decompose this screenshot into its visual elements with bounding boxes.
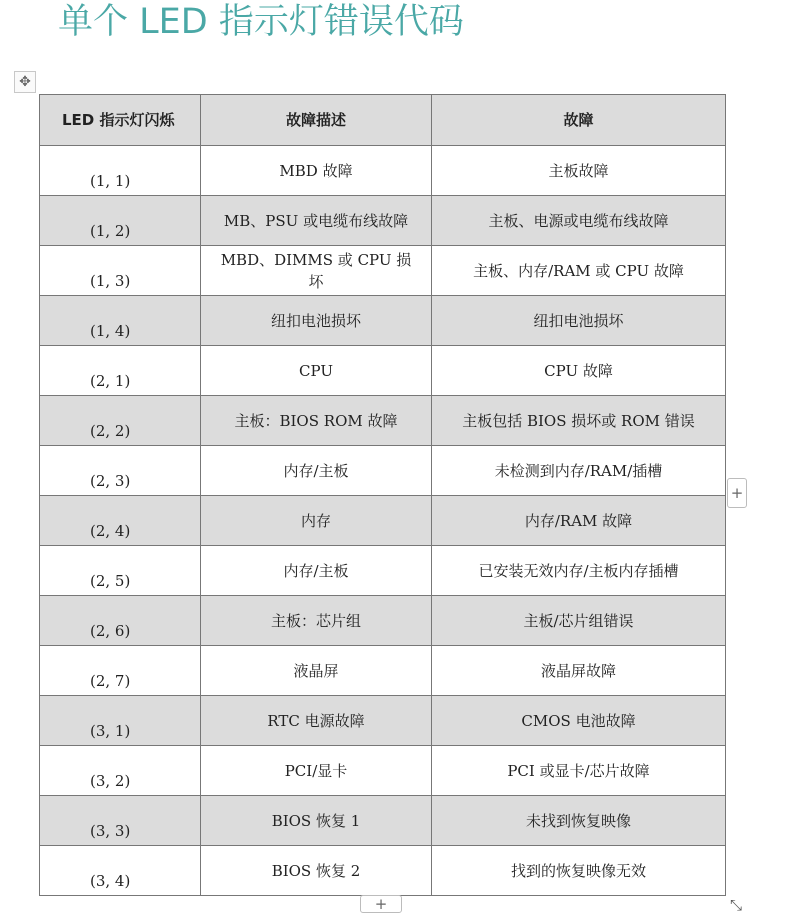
led-blink-code: (3, 1) — [40, 696, 201, 746]
fault-cell: 已安装无效内存/主板内存插槽 — [432, 546, 726, 596]
led-blink-code: (1, 3) — [40, 246, 201, 296]
led-blink-code: (2, 4) — [40, 496, 201, 546]
table-resize-handle[interactable] — [726, 895, 746, 915]
table-row — [40, 346, 726, 396]
led-blink-code: (2, 3) — [40, 446, 201, 496]
table-row — [40, 846, 726, 896]
header-fault: 故障 — [432, 95, 726, 146]
move-handle-icon: ✥ — [19, 74, 31, 90]
plus-icon: + — [374, 895, 388, 913]
led-blink-code: (2, 2) — [40, 396, 201, 446]
led-blink-code: (1, 1) — [40, 146, 201, 196]
plus-icon: + — [730, 484, 744, 502]
fault-description-cell: MB、PSU 或电缆布线故障 — [201, 196, 432, 246]
table-row — [40, 646, 726, 696]
fault-cell: 液晶屏故障 — [432, 646, 726, 696]
fault-description-cell: MBD、DIMMS 或 CPU 损坏 — [201, 246, 432, 296]
add-column-button[interactable] — [727, 478, 747, 508]
led-blink-code: (2, 1) — [40, 346, 201, 396]
fault-description-cell: RTC 电源故障 — [201, 696, 432, 746]
fault-description-cell: BIOS 恢复 2 — [201, 846, 432, 896]
fault-description-cell: 主板：BIOS ROM 故障 — [201, 396, 432, 446]
page-title: 单个 LED 指示灯错误代码 — [58, 2, 464, 42]
fault-cell: 内存/RAM 故障 — [432, 496, 726, 546]
table-body — [40, 146, 726, 896]
table-row — [40, 696, 726, 746]
fault-description-cell: 内存/主板 — [201, 446, 432, 496]
led-blink-code: (3, 2) — [40, 746, 201, 796]
fault-description-cell: BIOS 恢复 1 — [201, 796, 432, 846]
table-row — [40, 246, 726, 296]
fault-cell: 未检测到内存/RAM/插槽 — [432, 446, 726, 496]
led-blink-code: (3, 3) — [40, 796, 201, 846]
table-row — [40, 446, 726, 496]
fault-description-cell: PCI/显卡 — [201, 746, 432, 796]
led-blink-code: (2, 7) — [40, 646, 201, 696]
fault-cell: 纽扣电池损坏 — [432, 296, 726, 346]
fault-description-cell: 纽扣电池损坏 — [201, 296, 432, 346]
fault-description-cell: 主板：芯片组 — [201, 596, 432, 646]
fault-description-cell: 内存 — [201, 496, 432, 546]
resize-diagonal-icon: ⤡ — [729, 896, 742, 914]
fault-cell: 主板故障 — [432, 146, 726, 196]
table-move-handle[interactable] — [14, 71, 36, 93]
fault-cell: 找到的恢复映像无效 — [432, 846, 726, 896]
fault-cell: CMOS 电池故障 — [432, 696, 726, 746]
led-error-table — [39, 94, 726, 896]
fault-description-cell: CPU — [201, 346, 432, 396]
table-row — [40, 196, 726, 246]
led-blink-code: (1, 2) — [40, 196, 201, 246]
header-fault-description: 故障描述 — [201, 95, 432, 146]
fault-cell: 未找到恢复映像 — [432, 796, 726, 846]
fault-cell: 主板包括 BIOS 损坏或 ROM 错误 — [432, 396, 726, 446]
table-row — [40, 796, 726, 846]
led-blink-code: (3, 4) — [40, 846, 201, 896]
led-blink-code: (2, 6) — [40, 596, 201, 646]
fault-cell: 主板/芯片组错误 — [432, 596, 726, 646]
table-row — [40, 746, 726, 796]
header-led-blink: LED 指示灯闪烁 — [40, 95, 201, 146]
fault-description-cell: 液晶屏 — [201, 646, 432, 696]
table-row — [40, 496, 726, 546]
fault-description-cell: 内存/主板 — [201, 546, 432, 596]
table-row — [40, 546, 726, 596]
fault-cell: 主板、内存/RAM 或 CPU 故障 — [432, 246, 726, 296]
table-row — [40, 296, 726, 346]
led-blink-code: (2, 5) — [40, 546, 201, 596]
fault-cell: PCI 或显卡/芯片故障 — [432, 746, 726, 796]
led-blink-code: (1, 4) — [40, 296, 201, 346]
table-row — [40, 596, 726, 646]
fault-cell: 主板、电源或电缆布线故障 — [432, 196, 726, 246]
table-row — [40, 396, 726, 446]
add-row-button[interactable] — [360, 895, 402, 913]
fault-description-cell: MBD 故障 — [201, 146, 432, 196]
table-row — [40, 146, 726, 196]
fault-cell: CPU 故障 — [432, 346, 726, 396]
table-header-row — [40, 95, 726, 146]
